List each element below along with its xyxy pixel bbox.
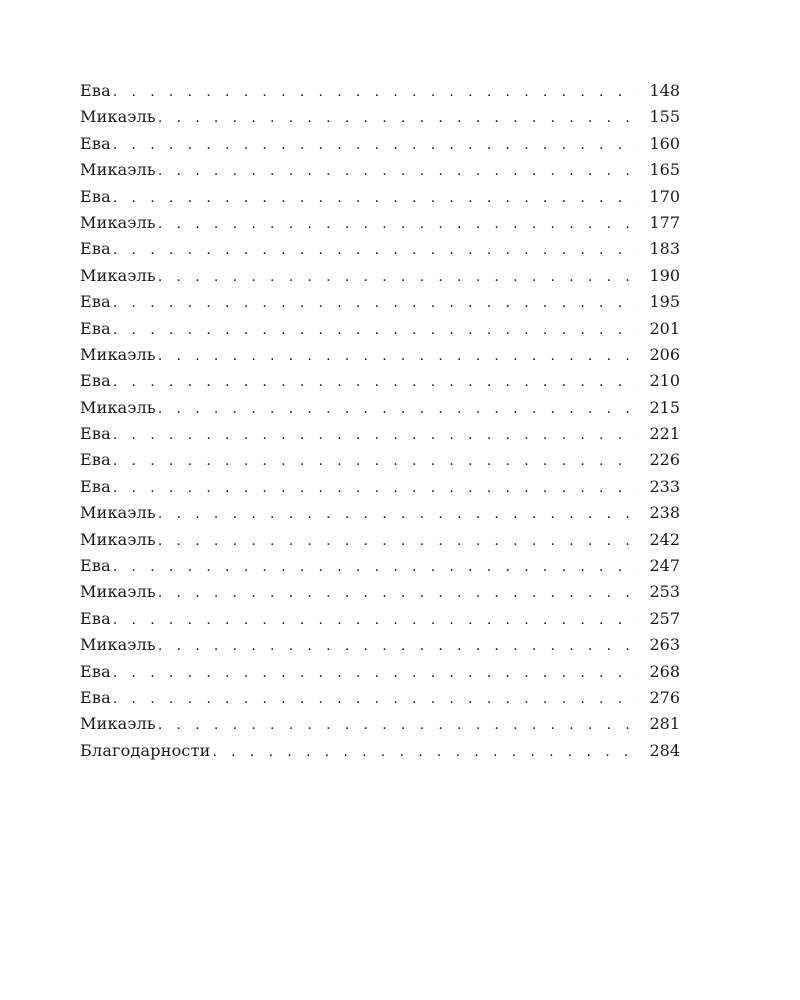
entry-page-number: 190 — [649, 265, 680, 285]
toc-entry — [80, 210, 680, 236]
entry-title: Микаэль — [80, 529, 156, 549]
entry-title: Микаэль — [80, 714, 156, 734]
dot-leader — [113, 660, 638, 686]
toc-entry — [80, 632, 680, 658]
entry-page-number: 160 — [649, 133, 680, 153]
dot-leader — [113, 475, 638, 501]
entry-page-number: 281 — [649, 714, 680, 734]
dot-leader — [158, 396, 638, 422]
toc-entry — [80, 447, 680, 473]
toc-entry — [80, 184, 680, 210]
dot-leader — [158, 343, 638, 369]
entry-page-number: 226 — [649, 450, 680, 470]
dot-leader — [113, 369, 638, 395]
dot-leader — [113, 317, 638, 343]
entry-title: Микаэль — [80, 160, 156, 180]
toc-entry — [80, 263, 680, 289]
dot-leader — [158, 211, 638, 237]
entry-page-number: 238 — [649, 503, 680, 523]
dot-leader — [113, 79, 638, 105]
entry-title: Ева — [80, 318, 111, 338]
toc-entry — [80, 474, 680, 500]
dot-leader — [158, 580, 638, 606]
entry-page-number: 215 — [649, 397, 680, 417]
entry-page-number: 284 — [649, 740, 680, 760]
entry-title: Ева — [80, 186, 111, 206]
toc-entry — [80, 527, 680, 553]
dot-leader — [158, 158, 638, 184]
entry-title: Микаэль — [80, 582, 156, 602]
toc-entry — [80, 131, 680, 157]
entry-title: Ева — [80, 292, 111, 312]
entry-title: Микаэль — [80, 344, 156, 364]
entry-title: Микаэль — [80, 107, 156, 127]
toc-entry — [80, 342, 680, 368]
dot-leader — [158, 105, 638, 131]
dot-leader — [158, 264, 638, 290]
entry-page-number: 276 — [649, 687, 680, 707]
entry-page-number: 165 — [649, 160, 680, 180]
entry-page-number: 210 — [649, 371, 680, 391]
entry-page-number: 206 — [649, 344, 680, 364]
entry-title: Микаэль — [80, 397, 156, 417]
toc-entry — [80, 500, 680, 526]
entry-title: Микаэль — [80, 212, 156, 232]
entry-page-number: 268 — [649, 661, 680, 681]
entry-title: Микаэль — [80, 635, 156, 655]
entry-page-number: 233 — [649, 476, 680, 496]
toc-entry — [80, 236, 680, 262]
entry-page-number: 148 — [649, 81, 680, 100]
entry-title: Ева — [80, 239, 111, 259]
dot-leader — [113, 448, 638, 474]
entry-title: Благодарности — [80, 740, 211, 760]
entry-page-number: 221 — [649, 424, 680, 444]
dot-leader — [158, 528, 638, 554]
entry-page-number: 253 — [649, 582, 680, 602]
toc-entry — [80, 553, 680, 579]
dot-leader — [113, 132, 638, 158]
table-of-contents — [80, 78, 680, 764]
entry-title: Ева — [80, 450, 111, 470]
entry-page-number: 201 — [649, 318, 680, 338]
dot-leader — [113, 185, 638, 211]
entry-title: Ева — [80, 608, 111, 628]
toc-entry — [80, 368, 680, 394]
entry-title: Ева — [80, 424, 111, 444]
entry-title: Ева — [80, 661, 111, 681]
dot-leader — [113, 686, 638, 712]
entry-page-number: 155 — [649, 107, 680, 127]
toc-entry — [80, 659, 680, 685]
toc-entry — [80, 157, 680, 183]
toc-entry — [80, 685, 680, 711]
dot-leader — [158, 501, 638, 527]
entry-page-number: 183 — [649, 239, 680, 259]
dot-leader — [113, 554, 638, 580]
dot-leader — [158, 633, 638, 659]
entry-title: Ева — [80, 81, 111, 100]
toc-entry — [80, 579, 680, 605]
toc-entry — [80, 289, 680, 315]
entry-page-number: 242 — [649, 529, 680, 549]
toc-entry — [80, 316, 680, 342]
entry-title: Ева — [80, 371, 111, 391]
entry-page-number: 195 — [649, 292, 680, 312]
entry-title: Ева — [80, 556, 111, 576]
toc-entry — [80, 421, 680, 447]
toc-entry — [80, 606, 680, 632]
entry-title: Микаэль — [80, 265, 156, 285]
toc-entry — [80, 738, 680, 764]
toc-entry — [80, 78, 680, 104]
dot-leader — [113, 237, 638, 263]
dot-leader — [113, 422, 638, 448]
dot-leader — [113, 290, 638, 316]
toc-entry — [80, 711, 680, 737]
entry-title: Ева — [80, 687, 111, 707]
entry-title: Ева — [80, 476, 111, 496]
dot-leader — [158, 712, 638, 738]
entry-page-number: 263 — [649, 635, 680, 655]
entry-page-number: 247 — [649, 556, 680, 576]
entry-page-number: 170 — [649, 186, 680, 206]
toc-entry — [80, 395, 680, 421]
dot-leader — [212, 739, 638, 765]
entry-title: Микаэль — [80, 503, 156, 523]
entry-page-number: 177 — [649, 212, 680, 232]
entry-title: Ева — [80, 133, 111, 153]
entry-page-number: 257 — [649, 608, 680, 628]
dot-leader — [113, 607, 638, 633]
toc-entry — [80, 104, 680, 130]
